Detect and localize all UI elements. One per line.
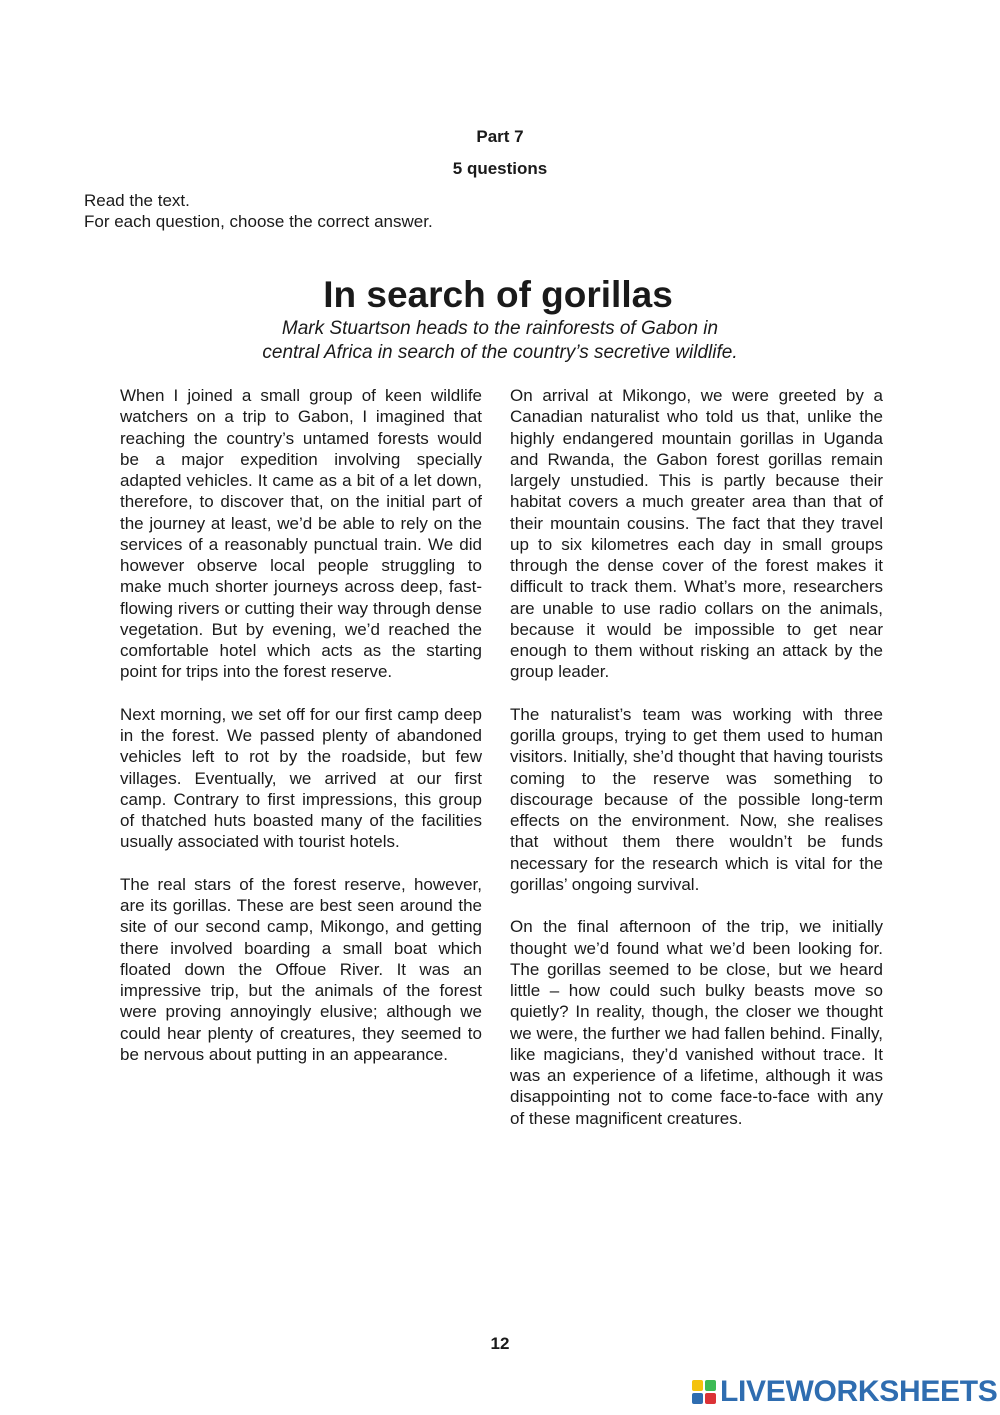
subtitle-line: central Africa in search of the country’s secretive wildlife. [262,342,738,363]
subtitle-line: Mark Stuartson heads to the rainforests of Gabon in [281,318,719,339]
paragraph: When I joined a small group of keen wildlife watchers on a trip to Gabon, I imagined that reaching the country’s untamed forests would be a major expedition involving specially adapted vehicles. It came as a bit of a let down, therefore, to discover that, on the initial part of the journey at least, we’d be able to rely on the services of a reasonably punctual train. We did however observe local people struggling to make much shorter journeys across deep, fast-flowing rivers or cutting their way through dense vegetation. But by evening, we’d reached the comfortable hotel which acts as the starting point for trips into the forest reserve. [120,386,482,682]
right-column [510,385,883,1129]
questions-count: 5 questions [452,159,548,178]
instruction-line: For each question, choose the correct answer. [84,212,433,231]
instruction-line: Read the text. [84,191,190,210]
paragraph: The real stars of the forest reserve, however, are its gorillas. These are best seen around the site of our second camp, Mikongo, and getting there involved boarding a small boat which floated down the Offoue River. It was an impressive trip, but the animals of the forest were proving annoyingly elusive; although we could hear plenty of creatures, they seemed to be nervous about putting in an appearance. [120,874,482,1064]
part-title: Part 7 [476,127,524,146]
liveworksheets-logo[interactable] [692,1374,998,1410]
instructions [84,190,433,232]
paragraph: On arrival at Mikongo, we were greeted by a Canadian naturalist who told us that, unlike the highly endangered mountain gorillas in Uganda and Rwanda, the Gabon forest gorillas remain largely unstudied. This is partly because their habitat covers a much greater area than that of their mountain cousins. The fact that they travel up to six kilometres each day in small groups through the dense cover of the forest makes it difficult to track them. What’s more, researchers are unable to use radio collars on the animals, because it would be impossible to get near enough to them without risking an attack by the group leader. [510,386,883,682]
liveworksheets-logo-icon [692,1378,716,1406]
paragraph: Next morning, we set off for our first camp deep in the forest. We passed plenty of abandoned vehicles left to rot by the roadside, but few villages. Eventually, we arrived at our first camp. Contrary to first impressions, this group of thatched huts boasted many of the facilities usually associated with tourist hotels. [120,704,482,852]
paragraph: On the final afternoon of the trip, we initially thought we’d found what we’d been looking for. The gorillas seemed to be close, but we heard little – how could such bulky beasts move so quietly? In reality, though, the closer we thought we were, the further we had fallen behind. Finally, like magicians, they’d vanished without trace. It was an experience of a lifetime, although it was disappointing not to come face-to-face with any of these magnificent creatures. [510,917,883,1128]
paragraph: The naturalist’s team was working with three gorilla groups, trying to get them used to human visitors. Initially, she’d thought that having tourists coming to the reserve was something to discourage because of the possible long-term effects on the environment. Now, she realises that without them there wouldn’t be funds necessary for the research which is vital for the gorillas’ ongoing survival. [510,704,883,894]
article-title: In search of gorillas [323,274,673,315]
logo-text: LIVEWORKSHEETS [720,1375,998,1408]
left-column [120,385,482,1086]
page-number: 12 [490,1334,510,1353]
article-subtitle [0,317,1000,365]
